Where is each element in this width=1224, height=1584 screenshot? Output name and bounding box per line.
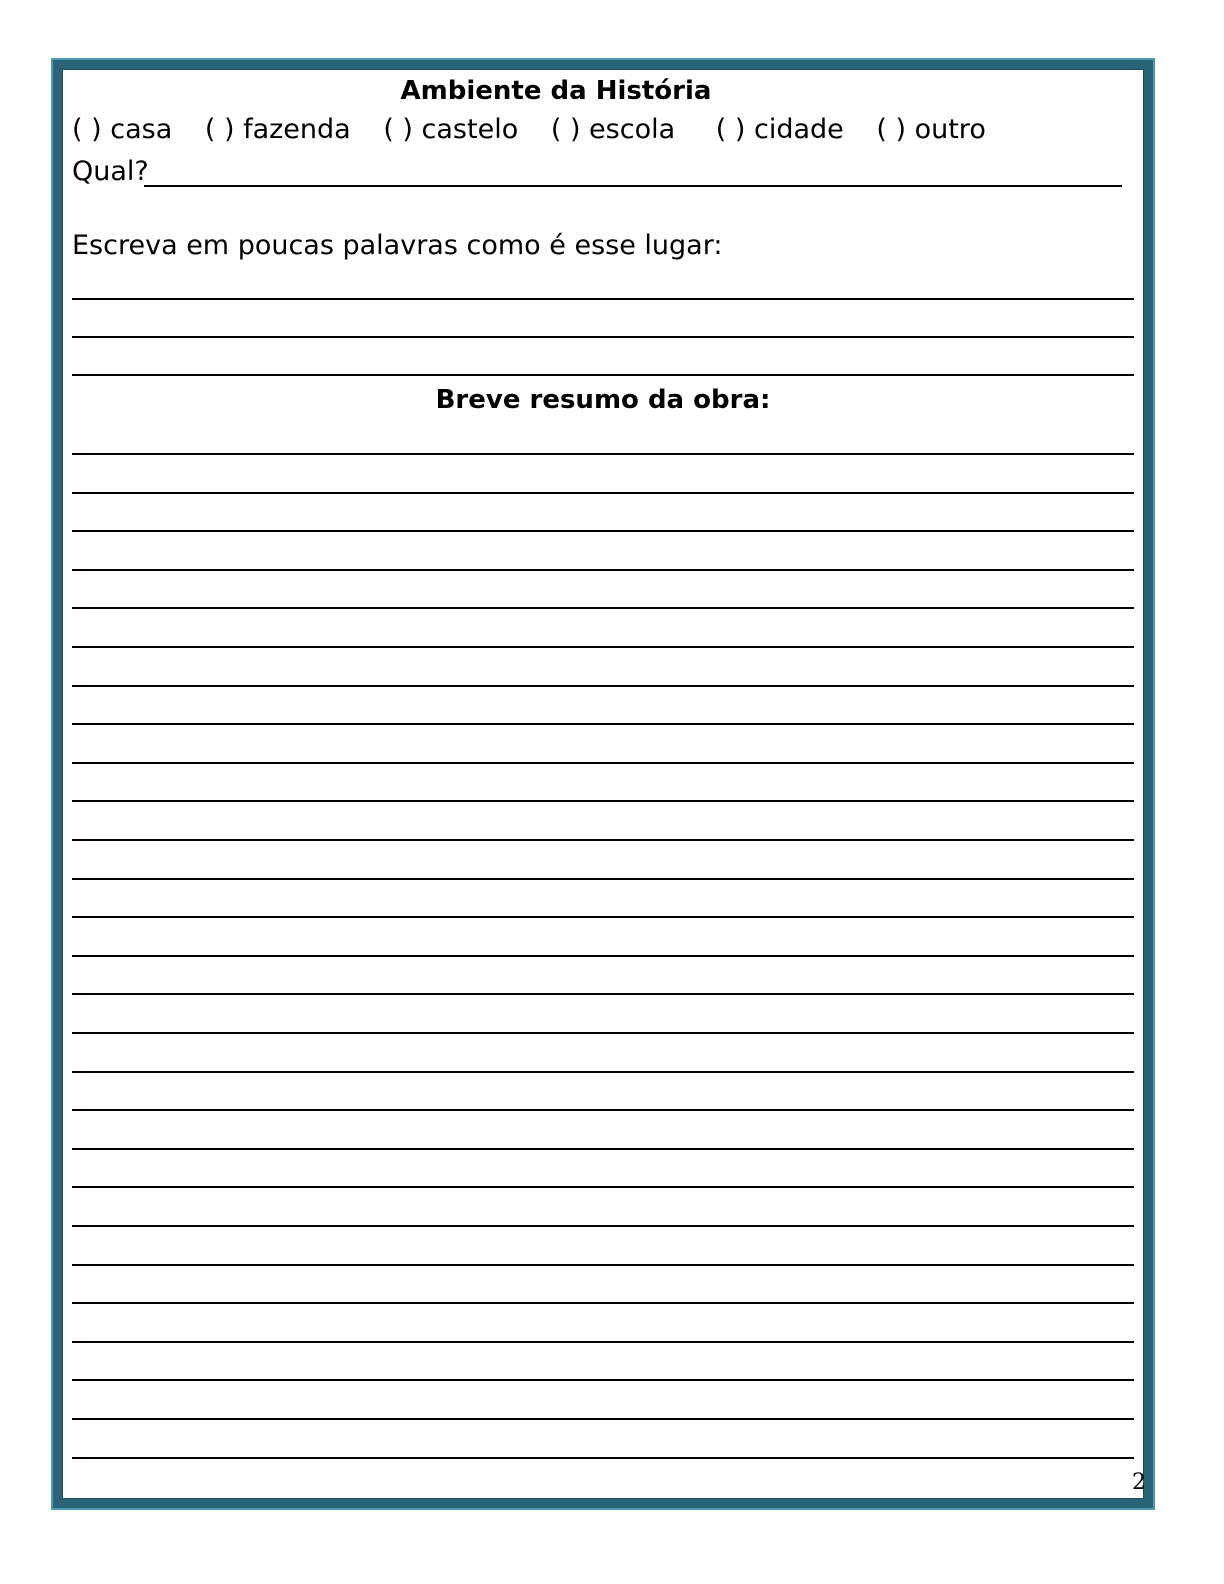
summary-answer-line[interactable]: [72, 762, 1134, 764]
summary-answer-line[interactable]: [72, 1457, 1134, 1459]
summary-answer-line[interactable]: [72, 1341, 1134, 1343]
summary-answer-line[interactable]: [72, 878, 1134, 880]
summary-answer-line[interactable]: [72, 955, 1134, 957]
setting-options: [72, 114, 986, 145]
summary-answer-line[interactable]: [72, 569, 1134, 571]
summary-answer-line[interactable]: [72, 1071, 1134, 1073]
summary-answer-line[interactable]: [72, 492, 1134, 494]
place-answer-line[interactable]: [72, 298, 1134, 300]
qual-answer-line[interactable]: [144, 185, 1122, 187]
option-castelo[interactable]: ( ) castelo: [383, 114, 519, 145]
page-border-inner: [62, 69, 1144, 1499]
place-answer-line[interactable]: [72, 336, 1134, 338]
summary-answer-line[interactable]: [72, 1148, 1134, 1150]
summary-answer-line[interactable]: [72, 800, 1134, 802]
ambiente-title: Ambiente da História: [400, 76, 712, 106]
summary-answer-line[interactable]: [72, 1186, 1134, 1188]
summary-answer-line[interactable]: [72, 839, 1134, 841]
summary-answer-line[interactable]: [72, 1379, 1134, 1381]
summary-answer-line[interactable]: [72, 530, 1134, 532]
option-cidade[interactable]: ( ) cidade: [715, 114, 844, 145]
resumo-title: Breve resumo da obra:: [435, 385, 771, 415]
qual-label: Qual?: [72, 156, 149, 187]
option-fazenda[interactable]: ( ) fazenda: [204, 114, 351, 145]
qual-field[interactable]: [72, 156, 1122, 190]
summary-answer-line[interactable]: [72, 1418, 1134, 1420]
option-casa[interactable]: ( ) casa: [72, 114, 173, 145]
summary-answer-line[interactable]: [72, 1264, 1134, 1266]
summary-answer-line[interactable]: [72, 1032, 1134, 1034]
summary-answer-line[interactable]: [72, 1302, 1134, 1304]
option-outro[interactable]: ( ) outro: [876, 114, 986, 145]
summary-answer-line[interactable]: [72, 916, 1134, 918]
summary-answer-line[interactable]: [72, 453, 1134, 455]
summary-answer-line[interactable]: [72, 993, 1134, 995]
summary-answer-line[interactable]: [72, 723, 1134, 725]
summary-answer-line[interactable]: [72, 1109, 1134, 1111]
page-number: 2: [1132, 1470, 1146, 1495]
summary-answer-line[interactable]: [72, 607, 1134, 609]
place-answer-line[interactable]: [72, 374, 1134, 376]
option-escola[interactable]: ( ) escola: [550, 114, 676, 145]
place-description-prompt: Escreva em poucas palavras como é esse lugar:: [72, 230, 723, 261]
summary-answer-line[interactable]: [72, 1225, 1134, 1227]
page-border: [51, 58, 1155, 1510]
summary-answer-line[interactable]: [72, 646, 1134, 648]
summary-answer-line[interactable]: [72, 685, 1134, 687]
